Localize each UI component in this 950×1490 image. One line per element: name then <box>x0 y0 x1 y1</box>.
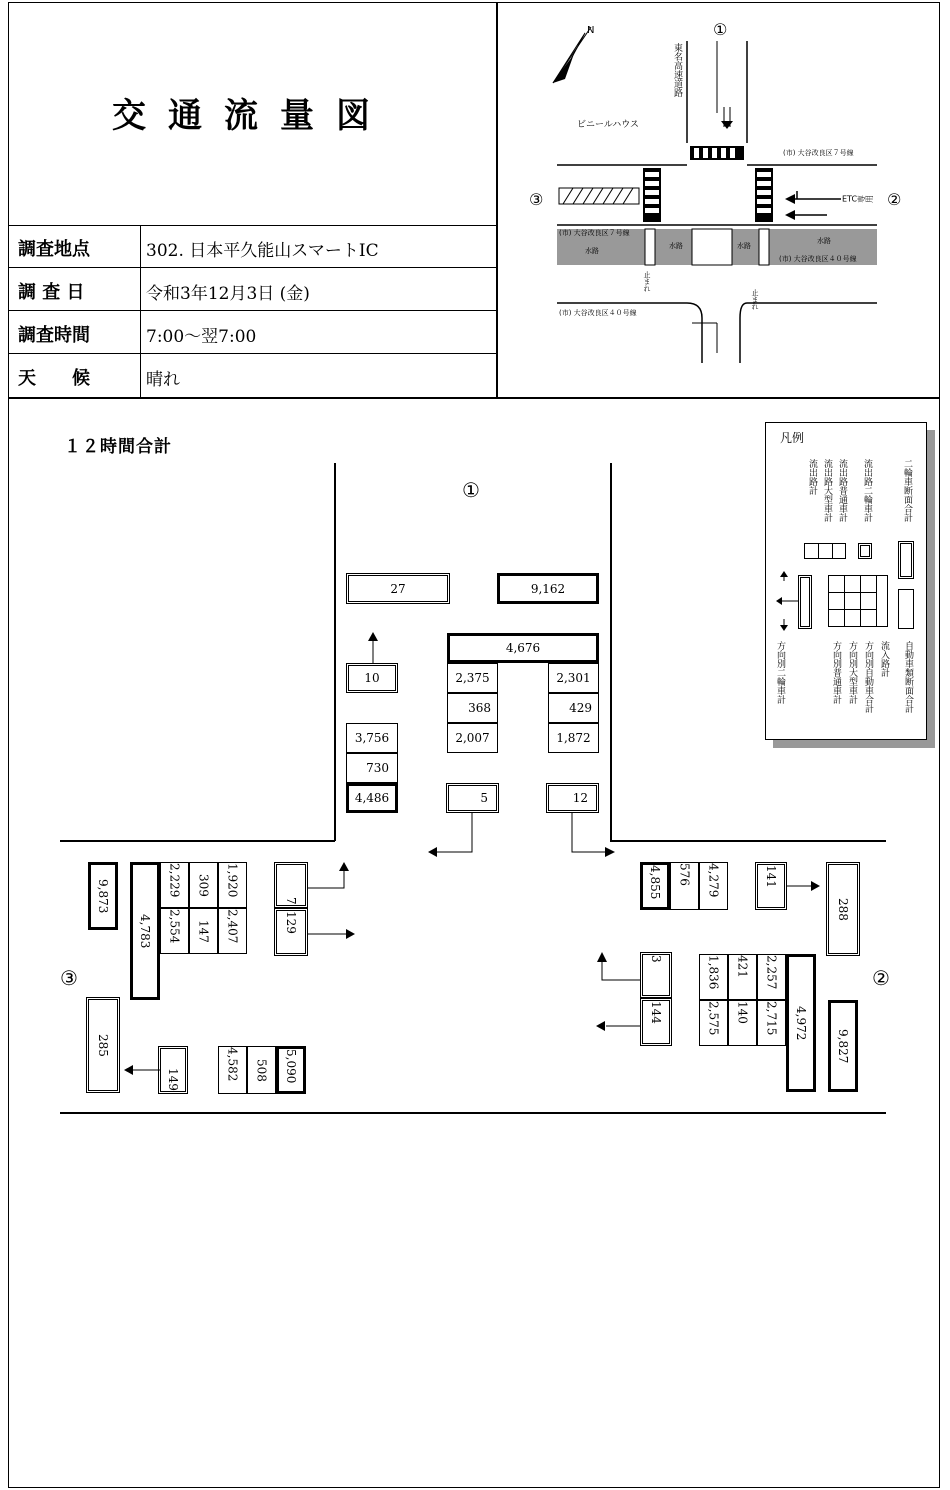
legend-bottom-6: 自動車類断面合計 <box>903 641 913 713</box>
map-waterway-3: 水路 <box>737 242 751 250</box>
map-road-right-40: (市) 大谷改良区４０号線 <box>779 255 857 263</box>
n2-up-total: 2,257 <box>757 954 786 1000</box>
road-n-left <box>334 463 336 841</box>
n3-right-total: 2,554 <box>160 908 189 954</box>
legend-bottom-3: 方向別大型車計 <box>847 641 857 704</box>
location-map <box>497 3 939 397</box>
n1-left-total: 2,375 <box>447 663 498 693</box>
road-w-top <box>60 840 335 842</box>
map-stop-2: 止まれ <box>751 289 759 310</box>
n3-out-normal: 4,582 <box>218 1046 247 1094</box>
map-waterway-4: 水路 <box>817 237 831 245</box>
n3-moto-right: 129 <box>274 908 308 956</box>
legend-top-5: 二輪車断面合計 <box>902 459 912 522</box>
crosswalk-left <box>643 168 661 222</box>
n1-moto-total: 27 <box>346 573 450 604</box>
n1-right-normal: 1,872 <box>548 723 599 753</box>
n2-inflow: 4,972 <box>786 954 816 1092</box>
legend-moto-box <box>858 543 872 559</box>
legend-moto-section-box <box>898 541 914 579</box>
n2-up-large: 421 <box>728 954 757 1000</box>
legend-top-3: 流出路普通車計 <box>837 459 847 522</box>
page-title: 交通流量図 <box>112 96 392 136</box>
n3-vehicle-total: 9,873 <box>88 862 118 930</box>
row-line-4 <box>8 353 496 354</box>
n2-out-normal: 4,279 <box>699 862 728 910</box>
n2-moto-left: 144 <box>640 998 672 1046</box>
n2-left-large: 140 <box>728 1000 757 1046</box>
value-location: 302. 日本平久能山スマートIC <box>146 241 379 261</box>
map-road-left-7: (市) 大谷改良区７号線 <box>559 229 630 237</box>
n3-up-total: 2,229 <box>160 862 189 908</box>
approach-3-label: ③ <box>60 966 78 990</box>
value-time: 7:00～翌7:00 <box>146 327 257 347</box>
label-weather: 天 候 <box>18 368 90 389</box>
legend-box <box>765 422 927 740</box>
hatched-area-left <box>559 188 639 204</box>
n2-vehicle-total: 9,827 <box>828 1000 858 1092</box>
n3-up-normal: 1,920 <box>218 862 247 908</box>
n3-up-large: 309 <box>189 862 218 908</box>
map-road-left-40: (市) 大谷改良区４０号線 <box>559 309 637 317</box>
legend-bottom-1: 方向別二輪車計 <box>775 641 785 704</box>
value-date: 令和3年12月3日 (金) <box>146 284 310 304</box>
n3-moto-out-arrow-icon <box>124 1062 160 1078</box>
road-n-right <box>610 463 612 841</box>
n3-moto-arrows-icon <box>306 860 358 944</box>
legend-top-2: 流出路大型車計 <box>822 459 832 522</box>
crosswalk-right <box>755 168 773 222</box>
value-weather: 晴れ <box>146 370 180 390</box>
map-label-2: ② <box>887 190 902 209</box>
n3-right-large: 147 <box>189 908 218 954</box>
map-stop-1: 止まれ <box>643 271 651 292</box>
n1-out-normal: 3,756 <box>346 723 398 753</box>
crosswalk-top <box>690 146 744 160</box>
north-label: N <box>587 25 595 36</box>
n1-moto-right: 12 <box>546 783 599 813</box>
n1-inflow: 4,676 <box>447 633 599 663</box>
n2-moto-total: 288 <box>826 862 860 956</box>
n1-right-large: 429 <box>548 693 599 723</box>
label-location: 調査地点 <box>18 239 90 260</box>
n3-moto-total: 285 <box>86 997 120 1093</box>
legend-top-4: 流出路二輪車計 <box>862 459 872 522</box>
map-etc: ETC専用 <box>842 194 874 204</box>
n1-vehicle-total: 9,162 <box>497 573 599 604</box>
n2-up-normal: 1,836 <box>699 954 728 1000</box>
legend-outflow-box <box>804 543 846 559</box>
n3-inflow: 4,783 <box>130 862 160 1000</box>
map-road-top-right: (市) 大谷改良区７号線 <box>783 149 854 157</box>
section-title: １２時間合計 <box>64 437 172 457</box>
legend-arrows-icon <box>774 571 894 635</box>
n3-out-large: 508 <box>247 1046 276 1094</box>
legend-divider <box>832 543 833 559</box>
row-line-1 <box>8 225 496 226</box>
n2-left-normal: 2,575 <box>699 1000 728 1046</box>
n1-left-normal: 2,007 <box>447 723 498 753</box>
n2-moto-up: 3 <box>640 952 672 998</box>
n1-left-large: 368 <box>447 693 498 723</box>
n2-left-total: 2,715 <box>757 1000 786 1046</box>
approach-2-label: ② <box>872 966 890 990</box>
map-label-3: ③ <box>529 190 544 209</box>
n3-moto-up: 7 <box>274 862 308 908</box>
legend-vehicle-section-box <box>898 589 914 629</box>
road-s-bottom <box>60 1112 886 1114</box>
legend-top-1: 流出路計 <box>807 459 817 495</box>
map-label-1: ① <box>713 20 728 39</box>
legend-divider <box>818 543 819 559</box>
n1-out-large: 730 <box>346 753 398 783</box>
label-time: 調査時間 <box>18 325 90 346</box>
row-line-2 <box>8 267 496 268</box>
n2-moto-arrows-icon <box>592 950 642 1036</box>
n3-out-total: 5,090 <box>276 1046 306 1094</box>
north-arrow-icon <box>553 27 591 83</box>
legend-bottom-4: 方向別自動車合計 <box>863 641 873 713</box>
n1-right-total: 2,301 <box>548 663 599 693</box>
approach-1-label: ① <box>462 478 480 502</box>
map-expressway: 東名高速道路 <box>672 43 682 97</box>
n2-moto-out: 141 <box>755 862 787 910</box>
row-line-3 <box>8 310 496 311</box>
n1-moto-left: 5 <box>446 783 499 813</box>
n3-right-normal: 2,407 <box>218 908 247 954</box>
n3-moto-out: 149 <box>158 1046 188 1094</box>
header-bottom-line <box>8 397 940 399</box>
map-waterway-2: 水路 <box>669 242 683 250</box>
legend-title: 凡例 <box>780 431 805 445</box>
road-e-top <box>610 840 886 842</box>
n1-moto-out: 10 <box>346 663 398 693</box>
label-date: 調 査 日 <box>18 282 85 303</box>
n1-moto-turn-arrows-icon <box>425 812 625 862</box>
n1-out-total: 4,486 <box>346 783 398 813</box>
legend-bottom-5: 流入路計 <box>879 641 889 677</box>
n2-moto-out-arrow-icon <box>786 878 820 894</box>
label-divider <box>140 225 141 397</box>
map-greenhouse: ビニールハウス <box>577 120 639 130</box>
n1-moto-out-arrow-icon <box>366 632 380 664</box>
n2-out-total: 4,855 <box>640 862 670 910</box>
legend-bottom-2: 方向別普通車計 <box>831 641 841 704</box>
map-waterway-1: 水路 <box>585 247 599 255</box>
n2-out-large: 576 <box>670 862 699 910</box>
